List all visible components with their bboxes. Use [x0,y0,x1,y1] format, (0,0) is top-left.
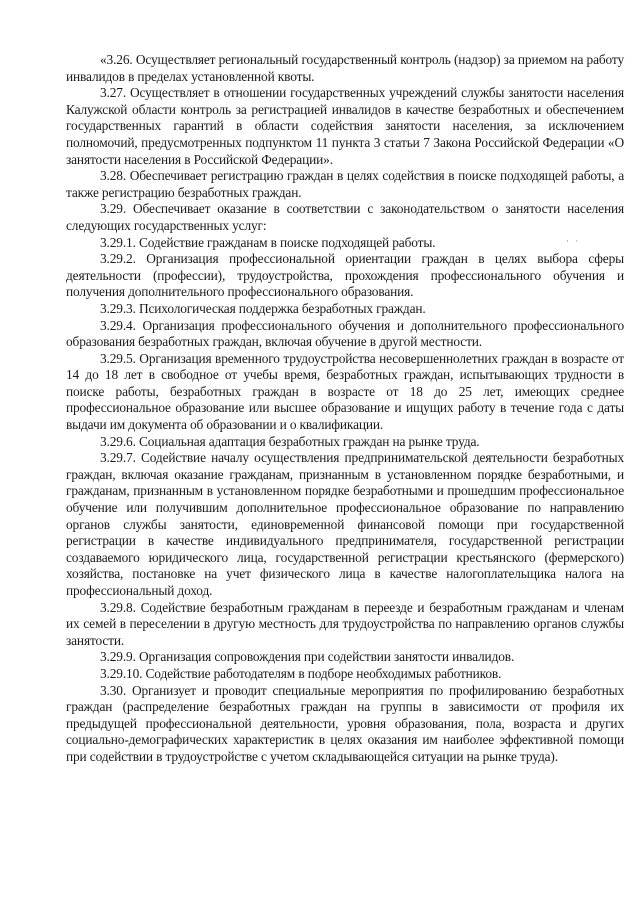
paragraph-3-27: 3.27. Осуществляет в отношении государственных учреждений службы занятости населения Калужской области контроль за регистрацией инвалидов в качестве безработных и обеспечением государственных гарантий в области содействия занятости населения, за исключением полномочий, предусмотренных подпунктом 11 пункта 3 статьи 7 Закона Российской Федерации «О занятости населения в Российской Федерации». [66,85,624,167]
scan-speck: · · [566,236,581,246]
paragraph-3-29-2: 3.29.2. Организация профессиональной ориентации граждан в целях выбора сферы деятельности (профессии), трудоустройства, прохождения профессионального обучения и получения дополнительного профессионального образования. [66,251,624,300]
paragraph-3-30: 3.30. Организует и проводит специальные мероприятия по профилированию безработных граждан (распределение безработных граждан на группы в зависимости от профиля их предыдущей профессиональной деятельности, уровня образования, пола, возраста и других социально-демографических характеристик в целях оказания им наиболее эффективной помощи при содействии в трудоустройстве с учетом складывающейся ситуации на рынке труда). [66,682,624,764]
paragraph-3-29-10: 3.29.10. Содействие работодателям в подборе необходимых работников. [100,665,502,681]
paragraph-3-29-8: 3.29.8. Содействие безработным гражданам в переезде и безработным гражданам и членам их семей в переселении в другую местность для трудоустройства по направлению органов службы занятости. [66,599,624,648]
paragraph-3-26: «3.26. Осуществляет региональный государственный контроль (надзор) за приемом на работу инвалидов в пределах установленной квоты. [66,52,624,84]
paragraph-3-28: 3.28. Обеспечивает регистрацию граждан в целях содействия в поиске подходящей работы, а также регистрацию безработных граждан. [66,168,624,200]
paragraph-3-29-5: 3.29.5. Организация временного трудоустройства несовершеннолетних граждан в возрасте от 14 до 18 лет в свободное от учебы время, безработных граждан, испытывающих трудности в поиске работы, безработных граждан в возрасте от 18 до 25 лет, имеющих среднее профессиональное образование или высшее образование и ищущих работу в течение года с даты выдачи им документа об образовании и о квалификации. [66,350,624,433]
paragraph-3-29-3: 3.29.3. Психологическая поддержка безработных граждан. [100,300,426,316]
paragraph-3-29-1: 3.29.1. Содействие гражданам в поиске подходящей работы. [100,234,436,250]
paragraph-3-29-4: 3.29.4. Организация профессионального обучения и дополнительного профессионального образования безработных граждан, включая обучение в другой местности. [66,317,624,350]
paragraph-3-29-6: 3.29.6. Социальная адаптация безработных граждан на рынке труда. [100,433,480,449]
paragraph-3-29-9: 3.29.9. Организация сопровождения при содействии занятости инвалидов. [100,649,515,665]
paragraph-3-29: 3.29. Обеспечивает оказание в соответствии с законодательством о занятости населения следующих государственных услуг: [66,201,624,233]
paragraph-3-29-7: 3.29.7. Содействие началу осуществления предпринимательской деятельности безработных граждан, включая оказание гражданам, признанным в установленном порядке безработными, и гражданам, признанным в установленном порядке безработными и прошедшим профессиональное обучение или получившим дополнительное профессиональное образование по направлению органов службы занятости, единовременной финансовой помощи при государственной регистрации в качестве индивидуального предпринимателя, государственной регистрации создаваемого юридического лица, государственной регистрации крестьянского (фермерского) хозяйства, постановке на учет физического лица в качестве налогоплательщика налога на профессиональный доход. [66,450,624,598]
